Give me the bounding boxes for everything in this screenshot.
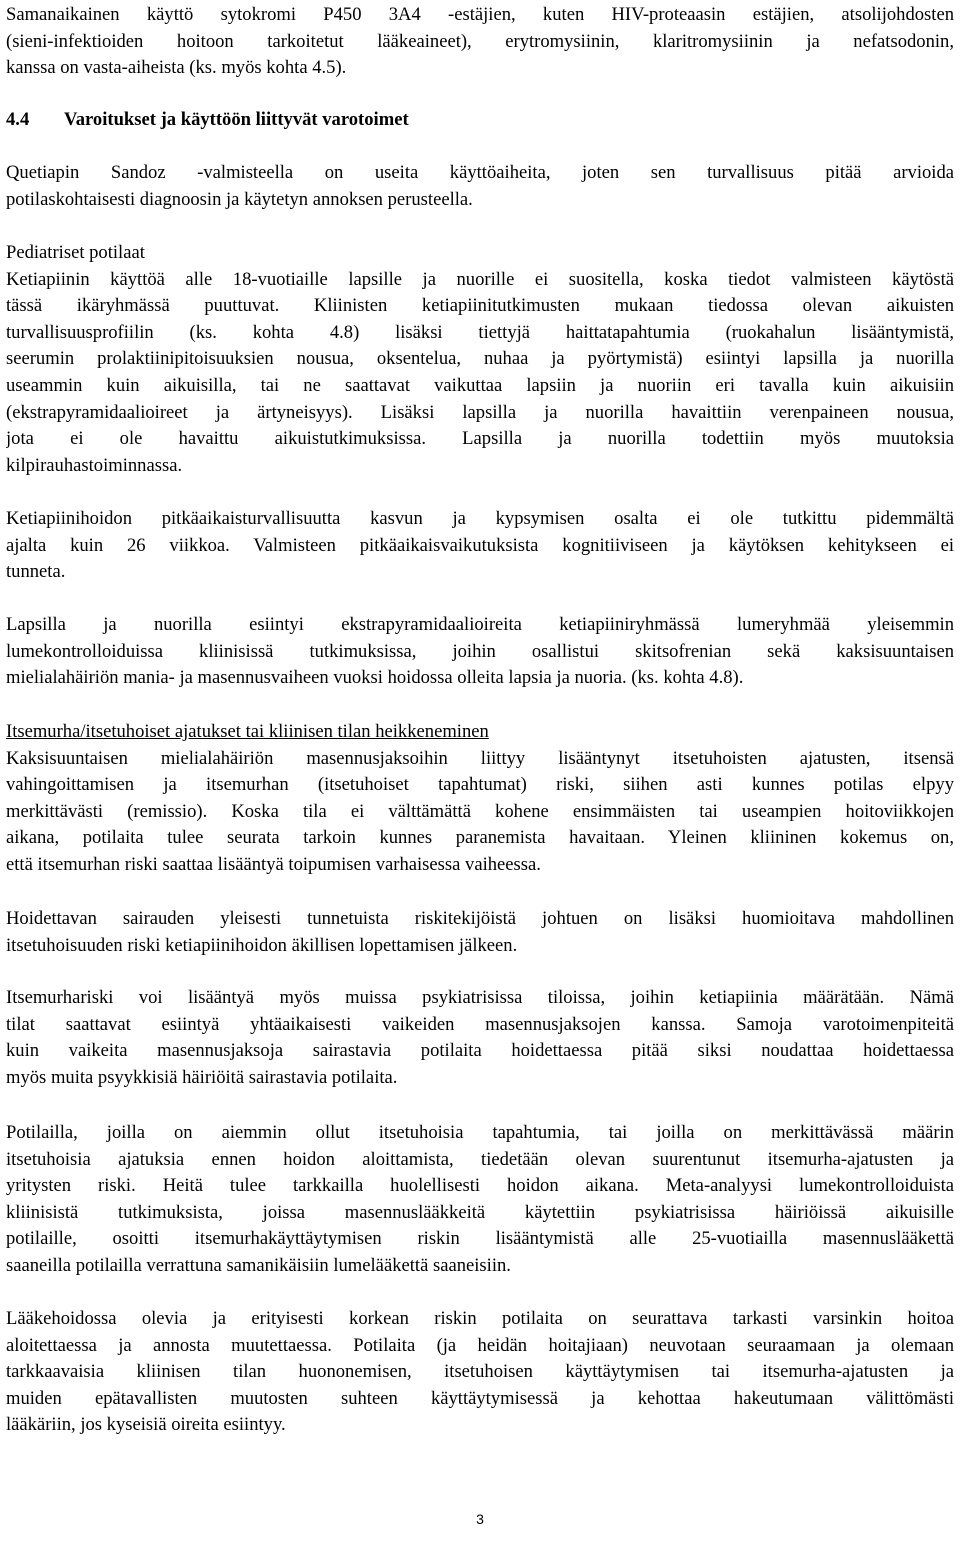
subheading-suicide: Itsemurha/itsetuhoiset ajatukset tai kliinisen tilan heikkeneminen — [6, 721, 489, 742]
text-line: saaneilla potilailla verrattuna samanikäisiin lumelääkettä saaneisiin. — [6, 1254, 511, 1276]
text-line: itsetuhoisia ajatuksia ennen hoidon aloittamista, tiedetään olevan suurentunut itsemurha-ajatusten ja — [6, 1148, 954, 1170]
text-line: Kaksisuuntaisen mielialahäiriön masennusjaksoihin liittyy lisääntynyt itsetuhoisten ajatusten, itsensä — [6, 747, 954, 769]
text-line: vahingoittamisen ja itsemurhan (itsetuhoiset tapahtumat) riski, siihen asti kunnes potilas elpyy — [6, 774, 954, 796]
paragraph-7 — [6, 985, 954, 1091]
text-line: useammin kuin aikuisilla, tai ne saattavat vaikuttaa lapsiin ja nuoriin eri tavalla kuin aikuisiin — [6, 374, 954, 396]
text-line: kilpirauhastoiminnassa. — [6, 454, 183, 476]
text-line: kuin vaikeita masennusjaksoja sairastavia potilaita hoidettaessa pitää siksi noudattaa hoidettaessa — [6, 1040, 954, 1062]
text-line: potilaille, osoitti itsemurhakäyttäytymisen riskin lisääntymistä alle 25-vuotiailla masennuslääkettä — [6, 1228, 954, 1250]
text-line: kanssa on vasta-aiheista (ks. myös kohta 4.5). — [6, 57, 347, 79]
text-line: potilaskohtaisesti diagnoosin ja käytetyn annoksen perusteella. — [6, 188, 473, 210]
text-line: Potilailla, joilla on aiemmin ollut itsetuhoisia tapahtumia, tai joilla on merkittävässä määrin — [6, 1122, 954, 1143]
text-line: Ketiapiinin käyttöä alle 18-vuotiaille lapsille ja nuorille ei suositella, koska tiedot valmisteen käytöstä — [6, 268, 954, 290]
page-number: 3 — [476, 1511, 484, 1527]
text-line: aloitettaessa ja annosta muutettaessa. Potilaita (ja heidän hoitajiaan) neuvotaan seuraamaan ja olemaan — [6, 1334, 954, 1356]
text-line: että itsemurhan riski saattaa lisääntyä toipumisen varhaisessa vaiheessa. — [6, 853, 541, 875]
text-line: jota ei ole havaittu aikuistutkimuksissa. Lapsilla ja nuorilla todettiin myös muutoksia — [6, 428, 954, 450]
paragraph-8 — [6, 1120, 954, 1280]
section-number: 4.4 — [6, 109, 30, 130]
text-line: lääkäriin, jos kyseisiä oireita esiintyy. — [6, 1414, 286, 1436]
paragraph-9 — [6, 1306, 954, 1439]
text-line: seerumin prolaktiinipitoisuuksien nousua, oksentelua, nuhaa ja pyörtymistä) esiintyi lapsilla ja nuorilla — [6, 348, 954, 370]
text-line: turvallisuusprofiilin (ks. kohta 4.8) lisäksi tiettyjä haittatapahtumia (ruokahalun lisääntymistä, — [6, 321, 954, 343]
text-line: ajalta kuin 26 viikkoa. Valmisteen pitkäaikaisvaikutuksista kognitiiviseen ja käytöksen kehitykseen ei — [6, 534, 954, 556]
section-heading — [6, 107, 409, 134]
text-line: Hoidettavan sairauden yleisesti tunnetuista riskitekijöistä johtuen on lisäksi huomioitava mahdollinen — [6, 908, 954, 929]
text-line: myös muita psyykkisiä häiriöitä sairastavia potilaita. — [6, 1066, 398, 1088]
text-line: tarkkaavaisia kliinisen tilan huononemisen, itsetuhoisen käyttäytymisen tai itsemurha-ajatusten ja — [6, 1361, 954, 1383]
text-line: tilat saattavat esiintyä yhtäaikaisesti vaikeiden masennusjaksojen kanssa. Samoja varotoimenpiteitä — [6, 1013, 954, 1035]
text-line: yritysten riski. Heitä tulee tarkkailla huolellisesti hoidon aikana. Meta-analyysi lumekontrolloiduista — [6, 1175, 954, 1197]
paragraph-6 — [6, 906, 954, 959]
paragraph-suicide — [6, 719, 954, 879]
text-line: Lapsilla ja nuorilla esiintyi ekstrapyramidaalioireita ketiapiiniryhmässä lumeryhmää yleisemmin — [6, 614, 954, 635]
subheading-pediatric: Pediatriset potilaat — [6, 242, 145, 263]
text-line: Ketiapiinihoidon pitkäaikaisturvallisuutta kasvun ja kypsymisen osalta ei ole tutkittu pidemmältä — [6, 508, 954, 529]
paragraph-3 — [6, 506, 954, 586]
text-line: Samanaikainen käyttö sytokromi P450 3A4 -estäjien, kuten HIV-proteaasin estäjien, atsolijohdosten — [6, 4, 954, 25]
text-line: merkittävästi (remissio). Koska tila ei välttämättä kohene ensimmäisten tai useampien hoitoviikkojen — [6, 800, 954, 822]
text-line: tässä ikäryhmässä puuttuvat. Kliinisten ketiapiinitutkimusten mukaan tiedossa olevan aikuisten — [6, 295, 954, 317]
text-line: Itsemurhariski voi lisääntyä myös muissa psykiatrisissa tiloissa, joihin ketiapiinia määrätään. Nämä — [6, 987, 954, 1008]
text-line: (ekstrapyramidaalioireet ja ärtyneisyys). Lisäksi lapsilla ja nuorilla havaittiin verenpaineen nousua, — [6, 401, 954, 423]
text-line: mielialahäiriön mania- ja masennusvaiheen vuoksi hoidossa olleita lapsia ja nuoria. (ks. kohta 4.8). — [6, 667, 744, 689]
intro-paragraph — [6, 2, 954, 82]
paragraph-pediatric — [6, 240, 954, 479]
paragraph-4 — [6, 612, 954, 692]
section-title: Varoitukset ja käyttöön liittyvät varotoimet — [64, 109, 409, 130]
text-line: muiden epätavallisten muutosten suhteen käyttäytymisessä ja kehottaa hakeutumaan välittömästi — [6, 1387, 954, 1409]
paragraph-1 — [6, 160, 954, 213]
text-line: (sieni-infektioiden hoitoon tarkoitetut lääkeaineet), erytromysiinin, klaritromysiinin ja nefatsodonin, — [6, 30, 954, 52]
text-line: tunneta. — [6, 561, 66, 583]
text-line: aikana, potilaita tulee seurata tarkoin kunnes paranemista havaitaan. Yleinen kliininen kokemus on, — [6, 827, 954, 849]
text-line: Quetiapin Sandoz -valmisteella on useita käyttöaiheita, joten sen turvallisuus pitää arvioida — [6, 162, 954, 183]
text-line: Lääkehoidossa olevia ja erityisesti korkean riskin potilaita on seurattava tarkasti varsinkin hoitoa — [6, 1308, 954, 1329]
text-line: kliinisistä tutkimuksista, joissa masennuslääkkeitä käytettiin psykiatrisissa häiriöissä aikuisille — [6, 1201, 954, 1223]
text-line: itsetuhoisuuden riski ketiapiinihoidon äkillisen lopettamisen jälkeen. — [6, 934, 518, 956]
text-line: lumekontrolloiduissa kliinisissä tutkimuksissa, joihin osallistui skitsofrenian sekä kaksisuuntaisen — [6, 640, 954, 662]
